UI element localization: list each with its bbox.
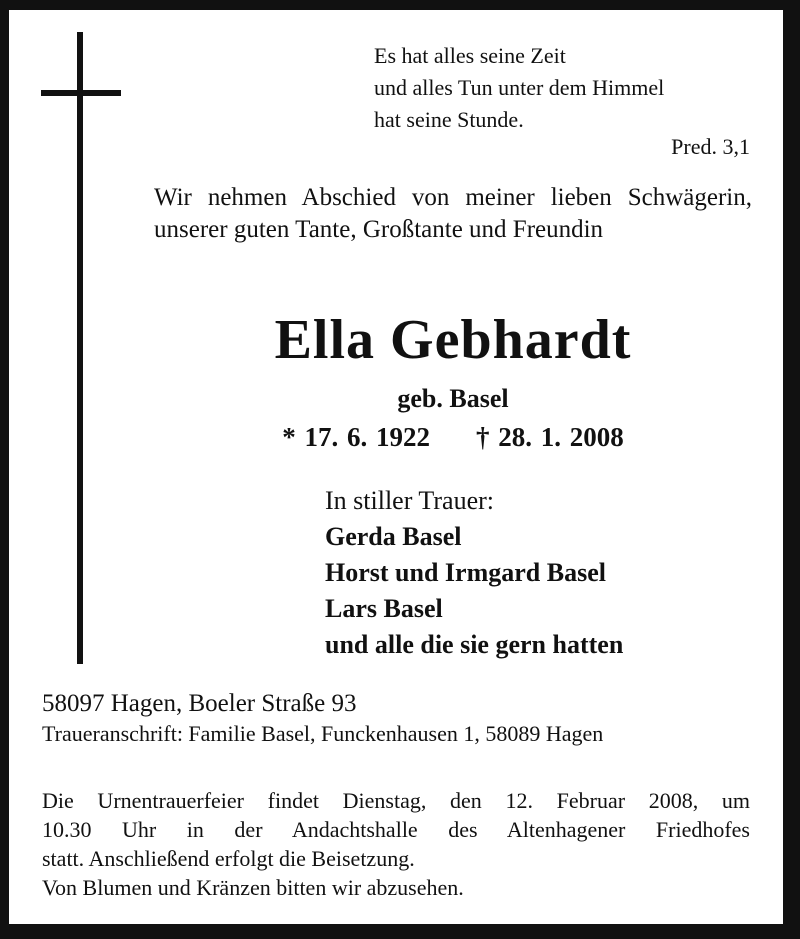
- obituary-notice: [9, 10, 783, 924]
- death-date: † 28. 1. 2008: [476, 422, 624, 452]
- mourners-heading: In stiller Trauer:: [325, 486, 494, 515]
- verse-line: und alles Tun unter dem Himmel: [374, 75, 665, 100]
- cross-vertical-bar: [77, 32, 83, 664]
- verse-line: Es hat alles seine Zeit: [374, 43, 566, 68]
- mourner-name: Gerda Basel: [325, 522, 462, 551]
- mourner-name: Lars Basel: [325, 594, 443, 623]
- birth-date: * 17. 6. 1922: [282, 422, 430, 452]
- farewell-intro: Wir nehmen Abschied von meiner lieben Schwägerin, unserer guten Tante, Großtante und Freundin: [154, 184, 752, 243]
- ceremony-line: 10.30 Uhr in der Andachtshalle des Altenhagener Friedhofes: [42, 817, 750, 842]
- cross-horizontal-bar: [41, 90, 121, 96]
- verse-line: hat seine Stunde.: [374, 107, 524, 132]
- mourning-address: Traueranschrift: Familie Basel, Funckenhausen 1, 58089 Hagen: [42, 721, 604, 746]
- maiden-name: geb. Basel: [397, 384, 509, 413]
- residence-address: 58097 Hagen, Boeler Straße 93: [42, 690, 357, 717]
- verse-reference: Pred. 3,1: [671, 134, 750, 159]
- ceremony-line: Die Urnentrauerfeier findet Dienstag, den 12. Februar 2008, um: [42, 788, 750, 813]
- ceremony-line: Von Blumen und Kränzen bitten wir abzusehen.: [42, 875, 464, 900]
- bible-verse: [374, 40, 664, 136]
- address-block: [42, 689, 603, 749]
- mourner-name: Horst und Irmgard Basel: [325, 558, 606, 587]
- mourners-block: [325, 483, 623, 663]
- ceremony-line: statt. Anschließend erfolgt die Beisetzung.: [42, 846, 415, 871]
- ceremony-note: [42, 786, 750, 902]
- mourner-name: und alle die sie gern hatten: [325, 630, 624, 659]
- life-dates: [154, 422, 752, 453]
- deceased-name: Ella Gebhardt: [274, 309, 632, 371]
